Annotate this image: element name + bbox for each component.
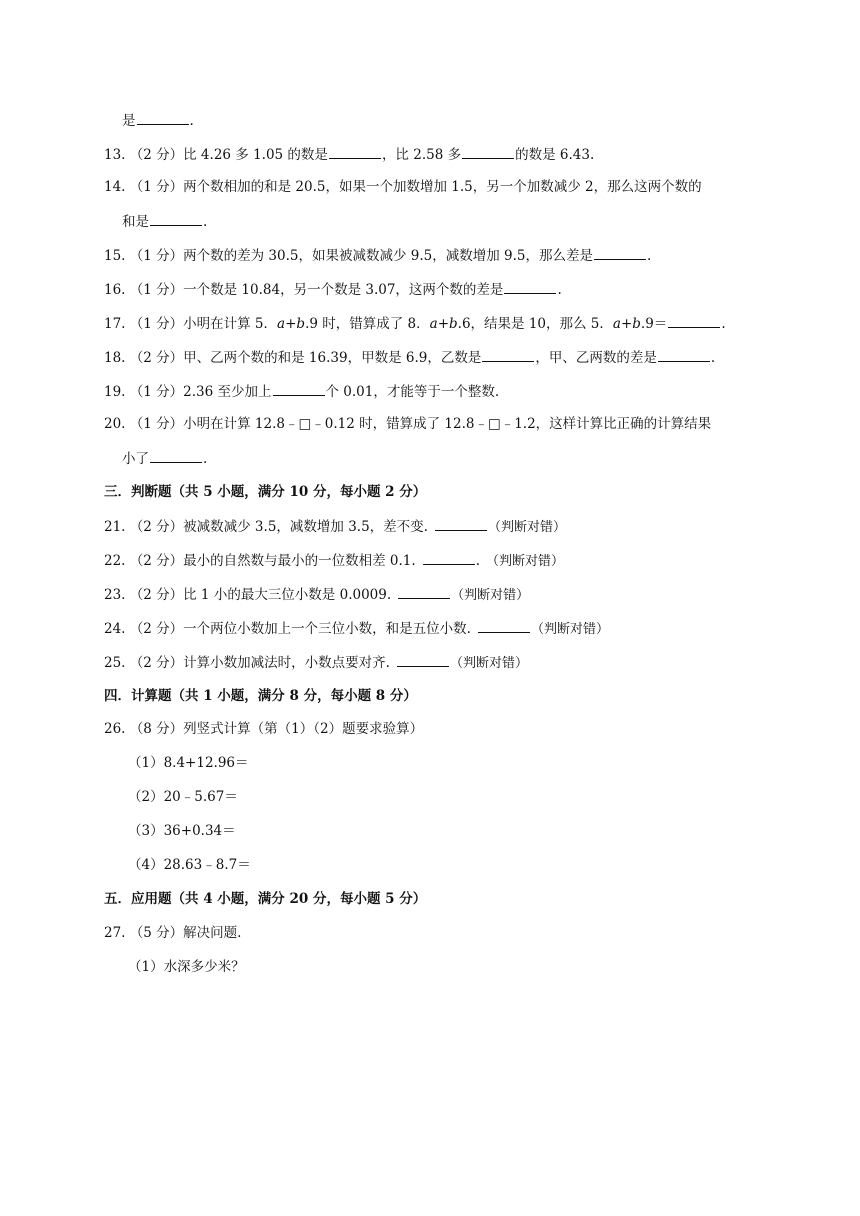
answer-blank — [150, 211, 202, 226]
question-20: 20. （1 分）小明在计算 12.8﹣□﹣0.12 时，错算成了 12.8﹣□﹣1.2，这样计算比正确的计算结果 — [104, 416, 712, 432]
question-14-continuation: 和是 . — [122, 211, 207, 232]
section-heading-application: 五．应用题（共 4 小题，满分 20 分，每小题 5 分） — [104, 891, 427, 907]
answer-blank — [435, 516, 487, 531]
question-13: 13. （2 分）比 4.26 多 1.05 的数是 ，比 2.58 多 的数是 6.43. — [104, 144, 594, 165]
question-19: 19. （1 分）2.36 至少加上 个 0.01，才能等于一个整数. — [104, 381, 499, 402]
answer-blank — [273, 381, 325, 396]
question-14: 14. （1 分）两个数相加的和是 20.5，如果一个加数增加 1.5，另一个加数减少 2，那么这两个数的 — [104, 179, 702, 195]
question-17: 17. （1 分）小明在计算 5．a+b.9 时，错算成了 8．a+b.6，结果是 10，那么 5．a+b.9＝ . — [104, 313, 726, 334]
question-26-part-1: （1）8.4+12.96＝ — [128, 755, 249, 771]
answer-blank — [137, 110, 189, 125]
answer-blank — [150, 448, 202, 463]
question-20-continuation: 小了 . — [122, 448, 207, 469]
question-16: 16. （1 分）一个数是 10.84，另一个数是 3.07，这两个数的差是 . — [104, 279, 562, 300]
question-21: 21. （2 分）被减数减少 3.5，减数增加 3.5，差不变. （判断对错） — [104, 516, 566, 538]
question-27-part-1: （1）水深多少米？ — [128, 959, 245, 975]
answer-blank — [594, 245, 646, 260]
question-25: 25. （2 分）计算小数加减法时，小数点要对齐. （判断对错） — [104, 652, 528, 674]
answer-blank — [668, 313, 720, 328]
answer-blank — [462, 144, 514, 159]
answer-blank — [658, 347, 710, 362]
section-heading-true-false: 三．判断题（共 5 小题，满分 10 分，每小题 2 分） — [104, 484, 427, 500]
question-24: 24. （2 分）一个两位小数加上一个三位小数，和是五位小数. （判断对错） — [104, 618, 609, 640]
answer-blank — [423, 550, 475, 565]
section-heading-calculation: 四．计算题（共 1 小题，满分 8 分，每小题 8 分） — [104, 688, 417, 704]
answer-blank — [504, 279, 556, 294]
answer-blank — [329, 144, 381, 159]
answer-blank — [482, 347, 534, 362]
question-18: 18. （2 分）甲、乙两个数的和是 16.39，甲数是 6.9，乙数是 ，甲、乙两数的差是 . — [104, 347, 715, 368]
question-15: 15. （1 分）两个数的差为 30.5，如果被减数减少 9.5，减数增加 9.5，那么差是 . — [104, 245, 651, 266]
question-26-part-2: （2）20﹣5.67＝ — [128, 789, 238, 805]
answer-blank — [398, 584, 450, 599]
answer-blank — [397, 652, 449, 667]
question-23: 23. （2 分）比 1 小的最大三位小数是 0.0009. （判断对错） — [104, 584, 529, 606]
question-26-part-3: （3）36+0.34＝ — [128, 823, 236, 839]
answer-blank — [478, 618, 530, 633]
question-26: 26. （8 分）列竖式计算（第（1）（2）题要求验算） — [104, 721, 424, 737]
question-27: 27. （5 分）解决问题. — [104, 925, 242, 941]
question-26-part-4: （4）28.63﹣8.7＝ — [128, 857, 251, 873]
question-22: 22. （2 分）最小的自然数与最小的一位数相差 0.1. . （判断对错） — [104, 550, 564, 572]
q12-continuation: 是 . — [122, 110, 194, 131]
